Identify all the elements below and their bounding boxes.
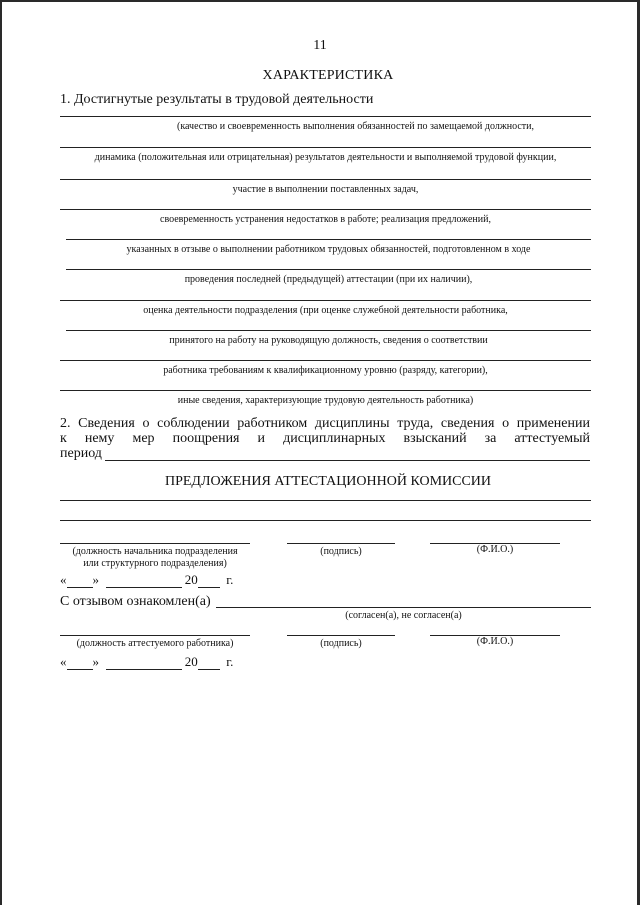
fill-line-10[interactable]: [60, 390, 591, 391]
date-year-field[interactable]: [198, 576, 220, 588]
manager-date-row: [60, 572, 233, 588]
fill-line-2[interactable]: [60, 147, 591, 148]
employee-position-line[interactable]: [60, 635, 250, 636]
caption-5: указанных в отзыве о выполнении работником трудовых обязанностей, подготовленном в ходе: [126, 244, 531, 255]
date-close-quote: »: [92, 572, 99, 587]
date-year-prefix: 20: [184, 654, 198, 669]
section-1-title: 1. Достигнутые результаты в трудовой деятельности: [60, 92, 374, 107]
caption-3: участие в выполнении поставленных задач,: [232, 184, 419, 195]
fill-line-7[interactable]: [60, 300, 591, 301]
page-number: 11: [313, 38, 327, 53]
fill-line-5[interactable]: [66, 239, 591, 240]
manager-name-caption: (Ф.И.О.): [476, 544, 514, 555]
manager-signature-line[interactable]: [287, 543, 395, 544]
caption-1: (качество и своевременность выполнения обязанностей по замещаемой должности,: [176, 121, 534, 132]
section-2-line-3: [60, 446, 590, 461]
date-year-field[interactable]: [198, 658, 220, 670]
page-border-left: [0, 0, 2, 905]
page-border-top: [0, 0, 640, 2]
caption-10: иные сведения, характеризующие трудовую деятельность работника): [177, 395, 474, 406]
date-day-field[interactable]: [67, 576, 93, 588]
caption-2: динамика (положительная или отрицательная) результатов деятельности и выполняемой трудовой функции,: [94, 152, 557, 163]
commission-fill-line-1[interactable]: [60, 500, 591, 501]
employee-name-caption: (Ф.И.О.): [476, 636, 514, 647]
employee-signature-line[interactable]: [287, 635, 395, 636]
employee-date-row: [60, 654, 233, 670]
fill-line-6[interactable]: [66, 269, 591, 270]
date-year-suffix: г.: [226, 572, 234, 587]
date-open-quote: «: [60, 572, 67, 587]
date-day-field[interactable]: [67, 658, 93, 670]
date-month-field[interactable]: [106, 576, 182, 588]
date-year-suffix: г.: [226, 654, 234, 669]
date-close-quote: »: [92, 654, 99, 669]
manager-position-caption-line-1: (должность начальника подразделения: [72, 546, 238, 557]
section-2-line-1: 2. Сведения о соблюдении работником дисциплины труда, сведения о применении: [60, 416, 590, 431]
manager-signature-caption: (подпись): [320, 546, 362, 557]
commission-title: ПРЕДЛОЖЕНИЯ АТТЕСТАЦИОННОЙ КОМИССИИ: [164, 474, 492, 489]
employee-signature-caption: (подпись): [320, 638, 362, 649]
caption-9: работника требованиям к квалификационному уровню (разряду, категории),: [163, 365, 488, 376]
manager-position-caption: [60, 546, 250, 570]
acknowledgement-label: С отзывом ознакомлен(а): [60, 594, 211, 609]
section-2-period-label: период: [60, 446, 102, 461]
section-2-text: [60, 416, 590, 461]
caption-7: оценка деятельности подразделения (при оценке служебной деятельности работника,: [143, 305, 508, 316]
caption-6: проведения последней (предыдущей) аттестации (при их наличии),: [184, 274, 473, 285]
date-month-field[interactable]: [106, 658, 182, 670]
section-2-line-2: к нему мер поощрения и дисциплинарных взысканий за аттестуемый: [60, 431, 590, 446]
caption-8: принятого на работу на руководящую должность, сведения о соответствии: [169, 335, 488, 346]
fill-line-1[interactable]: [60, 116, 591, 117]
fill-line-9[interactable]: [60, 360, 591, 361]
fill-line-8[interactable]: [66, 330, 591, 331]
manager-position-line[interactable]: [60, 543, 250, 544]
fill-line-3[interactable]: [60, 179, 591, 180]
caption-4: своевременность устранения недостатков в работе; реализация предложений,: [160, 214, 491, 225]
date-year-prefix: 20: [184, 572, 198, 587]
manager-position-caption-line-2: или структурного подразделения): [83, 558, 227, 569]
document-title: ХАРАКТЕРИСТИКА: [262, 68, 394, 83]
fill-line-4[interactable]: [60, 209, 591, 210]
employee-position-caption: (должность аттестуемого работника): [76, 638, 234, 649]
acknowledgement-fill-line[interactable]: [216, 607, 591, 608]
date-open-quote: «: [60, 654, 67, 669]
commission-fill-line-2[interactable]: [60, 520, 591, 521]
period-fill-line[interactable]: [105, 448, 590, 461]
acknowledgement-caption: (согласен(а), не согласен(а): [345, 610, 462, 621]
